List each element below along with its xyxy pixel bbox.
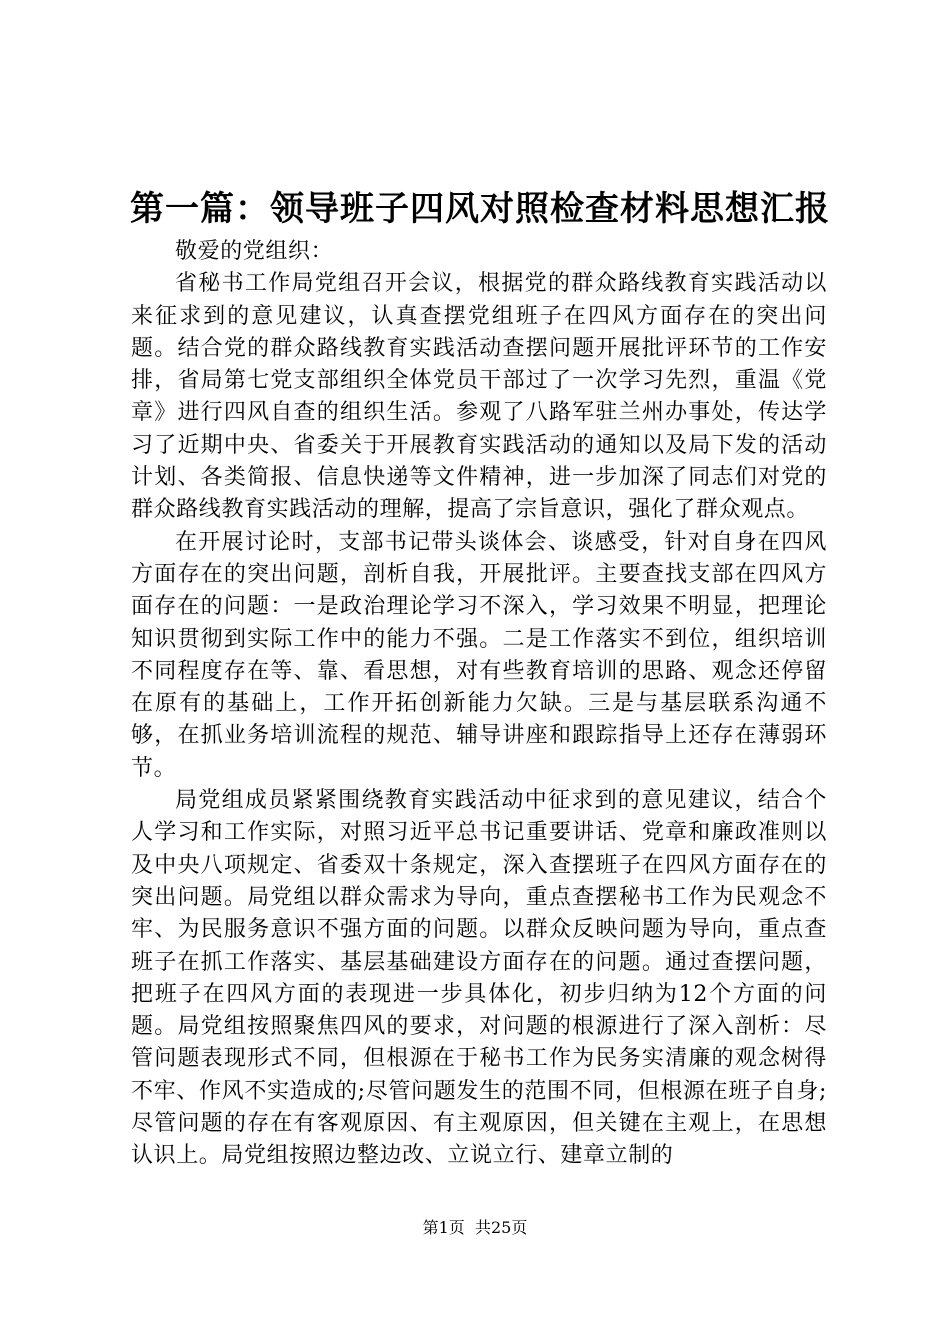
footer-separator	[465, 1218, 475, 1237]
paragraph-2: 在开展讨论时，支部书记带头谈体会、谈感受，针对自身在四风方面存在的突出问题，剖析自我，开展批评。主要查找支部在四风方面存在的问题：一是政治理论学习不深入，学习效果不明显，把理论知识贯彻到实际工作中的能力不强。二是工作落实不到位，组织培训不同程度存在等、靠、看思想，对有些教育培训的思路、观念还停留在原有的基础上，工作开拓创新能力欠缺。三是与基层联系沟通不够，在抓业务培训流程的规范、辅导讲座和跟踪指导上还存在薄弱环节。	[131, 529, 827, 781]
paragraph-3: 局党组成员紧紧围绕教育实践活动中征求到的意见建议，结合个人学习和工作实际，对照习近平总书记重要讲话、党章和廉政准则以及中央八项规定、省委双十条规定，深入查摆班子在四风方面存在的突出问题。局党组以群众需求为导向，重点查摆秘书工作为民观念不牢、为民服务意识不强方面的问题。以群众反映问题为导向，重点查班子在抓工作落实、基层基础建设方面存在的问题。通过查摆问题，把班子在四风方面的表现进一步具体化，初步归纳为12个方面的问题。局党组按照聚焦四风的要求，对问题的根源进行了深入剖析：尽管问题表现形式不同，但根源在于秘书工作为民务实清廉的观念树得不牢、作风不实造成的;尽管问题发生的范围不同，但根源在班子自身;尽管问题的存在有客观原因、有主观原因，但关键在主观上，在思想认识上。局党组按照边整边改、立说立行、建章立制的	[131, 788, 827, 1169]
paragraph-1: 省秘书工作局党组召开会议，根据党的群众路线教育实践活动以来征求到的意见建议，认真查摆党组班子在四风方面存在的突出问题。结合党的群众路线教育实践活动查摆问题开展批评环节的工作安排，省局第七党支部组织全体党员干部过了一次学习先烈，重温《党章》进行四风自查的组织生活。参观了八路军驻兰州办事处，传达学习了近期中央、省委关于开展教育实践活动的通知以及局下发的活动计划、各类简报、信息快递等文件精神，进一步加深了同志们对党的群众路线教育实践活动的理解，提高了宗旨意识，强化了群众观点。	[131, 271, 827, 523]
page-footer	[0, 1216, 950, 1240]
salutation: 敬爱的党组织：	[175, 239, 334, 264]
page-number: 第1页	[422, 1218, 465, 1237]
document-title: 第一篇：领导班子四风对照检查材料思想汇报	[130, 189, 830, 229]
document-body	[131, 236, 827, 1173]
page-total: 共25页	[474, 1218, 528, 1237]
